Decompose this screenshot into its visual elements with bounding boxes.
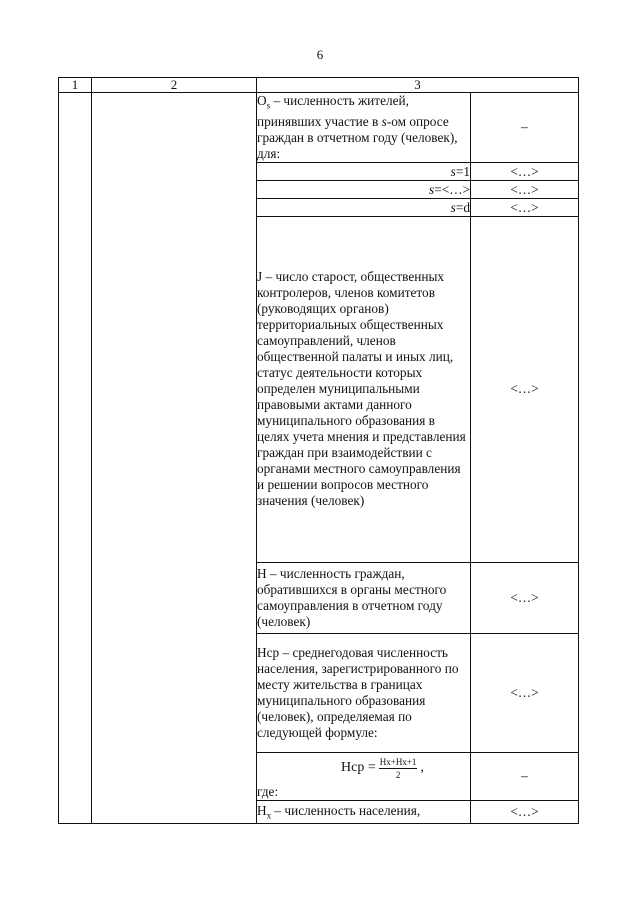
hx-description: $Н_x$ – численность населения, [257,800,471,824]
hx-value: <…> [471,800,579,824]
s1-value: <…> [471,162,579,180]
formula-cell [257,752,471,800]
formula-where: где: [257,783,279,799]
formula-value: – [471,752,579,800]
s3-value: <…> [471,198,579,216]
page-number: 6 [316,47,324,62]
hsr-description: Нср – среднегодовая численность населения, зарегистрированного по месту жительства в границах муниципального образования (человек), определяемая по следующей формуле: [257,633,471,752]
hsr-value: <…> [471,633,579,752]
s1-label: s=1 [257,162,471,180]
formula-numerator: Нx+Нx+1 [379,756,417,767]
table-row [59,93,579,163]
indicator-table [58,77,579,824]
os-value: – [471,93,579,163]
formula-denominator: 2 [395,769,401,780]
formula [295,757,470,780]
os-description: $O_s$ – численность жителей, принявших участие в s-ом опросе граждан в отчетном году (человек), для: [257,93,471,163]
formula-tail: , [420,760,424,776]
h-description: Н – численность граждан, обратившихся в органы местного самоуправления в отчетном году (человек) [257,562,471,633]
header-col-1: 1 [59,78,92,93]
formula-fraction [379,757,418,780]
header-col-2: 2 [92,78,257,93]
j-description: J – число старост, общественных контролеров, членов комитетов (руководящих органов) территориальных общественных самоуправлений, членов общественной палаты и иных лиц, статус деятельности которых определен муниципальными правовыми актами данного муниципального образования в целях учета мнения и представления граждан при взаимодействии с органами местного самоуправления и решении вопросов местного значения (человек) [257,216,471,562]
header-row [59,78,579,93]
j-value: <…> [471,216,579,562]
s3-label: s=d [257,198,471,216]
header-col-3: 3 [257,78,579,93]
col1-empty-cell [59,93,92,824]
h-value: <…> [471,562,579,633]
formula-lhs: Нср = [341,760,376,776]
s2-label: s=<…> [257,180,471,198]
s2-value: <…> [471,180,579,198]
col2-empty-cell [92,93,257,824]
